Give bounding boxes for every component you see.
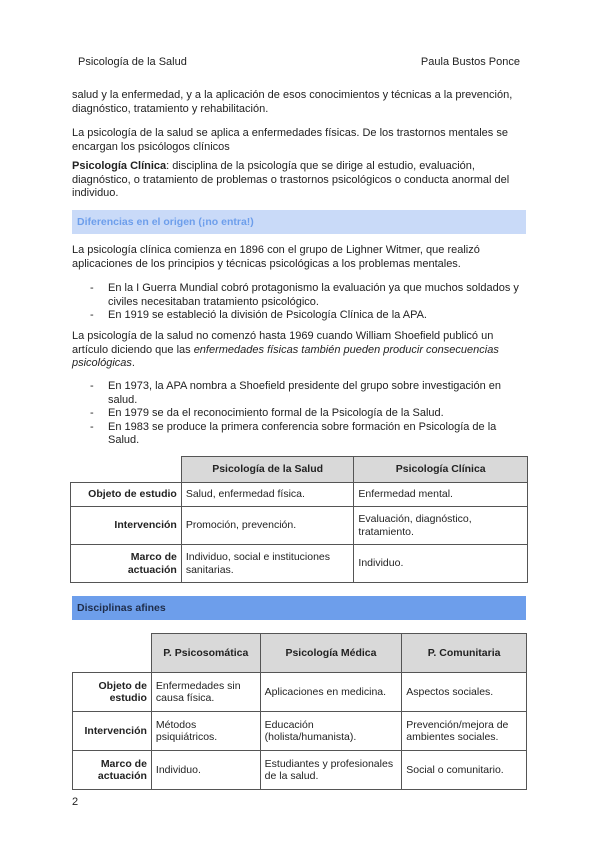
table-cell: Enfermedades sin causa física. bbox=[151, 673, 260, 712]
dash-bullet-icon: - bbox=[90, 380, 94, 392]
table-cell: Métodos psiquiátricos. bbox=[151, 712, 260, 751]
related-disciplines-table bbox=[72, 633, 527, 790]
table-row bbox=[71, 483, 528, 507]
table-cell: Individuo. bbox=[151, 751, 260, 790]
comparison-table-health-vs-clinical bbox=[70, 456, 528, 583]
table-cell: Evaluación, diagnóstico, tratamiento. bbox=[354, 507, 528, 545]
list-item: - En 1983 se produce la primera conferencia sobre formación en Psicología de la Salud. bbox=[90, 420, 497, 446]
origin-list bbox=[72, 282, 528, 323]
table-header-row bbox=[71, 457, 528, 483]
table-cell: Salud, enfermedad física. bbox=[181, 483, 354, 507]
paragraph-clinical-definition bbox=[72, 160, 528, 201]
paragraph-physical-illness: La psicología de la salud se aplica a enfermedades físicas. De los trastornos mentales se encargan los psicólogos clínicos bbox=[72, 127, 508, 153]
table-cell: Educación (holista/humanista). bbox=[260, 712, 402, 751]
table-row bbox=[73, 751, 527, 790]
column-header: P. Comunitaria bbox=[402, 634, 527, 673]
term-clinical-psychology: Psicología Clínica bbox=[72, 160, 167, 172]
table-row bbox=[73, 712, 527, 751]
table-cell: Individuo, social e instituciones sanitarias. bbox=[181, 545, 354, 583]
table-cell: Social o comunitario. bbox=[402, 751, 527, 790]
row-header: Marco de actuación bbox=[73, 751, 152, 790]
list-item: - En 1973, la APA nombra a Shoefield presidente del grupo sobre investigación en salud. bbox=[90, 380, 502, 406]
section-heading-related-disciplines: Disciplinas afines bbox=[72, 596, 526, 620]
header-author: Paula Bustos Ponce bbox=[420, 56, 520, 68]
table-cell: Aspectos sociales. bbox=[402, 673, 527, 712]
paragraph-intro-continued: salud y la enfermedad, y a la aplicación de esos conocimientos y técnicas a la prevención, diagnóstico, tratamiento y rehabilitación. bbox=[72, 89, 513, 115]
list-item: - En 1919 se estableció la división de Psicología Clínica de la APA. bbox=[90, 309, 427, 321]
table-cell: Prevención/mejora de ambientes sociales. bbox=[402, 712, 527, 751]
paragraph-health-origin: La psicología de la salud no comenzó hasta 1969 cuando William Shoefield publicó un artículo diciendo que las enfermedades físicas también pueden producir consecuencias psicológicas. bbox=[72, 330, 499, 369]
table-cell: Promoción, prevención. bbox=[181, 507, 354, 545]
table-corner-cell bbox=[73, 634, 152, 673]
list-item: - En 1979 se da el reconocimiento formal de la Psicología de la Salud. bbox=[90, 407, 444, 419]
page-number: 2 bbox=[72, 796, 79, 808]
column-header: Psicología de la Salud bbox=[181, 457, 354, 483]
row-header: Marco de actuación bbox=[71, 545, 182, 583]
dash-bullet-icon: - bbox=[90, 420, 94, 433]
list-item: - En la I Guerra Mundial cobró protagonismo la evaluación ya que muchos soldados y civiles necesitaban tratamiento psicológico. bbox=[90, 282, 519, 308]
table-cell: Aplicaciones en medicina. bbox=[260, 673, 402, 712]
health-milestones-list bbox=[72, 380, 528, 448]
dash-bullet-icon: - bbox=[90, 309, 94, 321]
table-corner-cell bbox=[71, 457, 182, 483]
dash-bullet-icon: - bbox=[90, 407, 94, 419]
row-header: Intervención bbox=[71, 507, 182, 545]
table-cell: Enfermedad mental. bbox=[354, 483, 528, 507]
column-header: Psicología Médica bbox=[260, 634, 402, 673]
section-heading-origin: Diferencias en el origen (¡no entra!) bbox=[72, 210, 526, 234]
italic-quote: enfermedades físicas también pueden producir consecuencias psicológicas bbox=[72, 343, 499, 369]
row-header: Objeto de estudio bbox=[73, 673, 152, 712]
definition-text: : disciplina de la psicología que se dirige al estudio, evaluación, diagnóstico, o tratamiento de problemas o trastornos psicológicos o conducta anormal del individuo. bbox=[72, 160, 510, 199]
table-cell: Individuo. bbox=[354, 545, 528, 583]
table-header-row bbox=[73, 634, 527, 673]
column-header: Psicología Clínica bbox=[354, 457, 528, 483]
table-row bbox=[71, 545, 528, 583]
header-title: Psicología de la Salud bbox=[78, 56, 187, 68]
table-cell: Estudiantes y profesionales de la salud. bbox=[260, 751, 402, 790]
dash-bullet-icon: - bbox=[90, 282, 94, 294]
row-header: Objeto de estudio bbox=[71, 483, 182, 507]
row-header: Intervención bbox=[73, 712, 152, 751]
table-row bbox=[71, 507, 528, 545]
table-row bbox=[73, 673, 527, 712]
column-header: P. Psicosomática bbox=[151, 634, 260, 673]
paragraph-clinical-origin: La psicología clínica comienza en 1896 con el grupo de Lighner Witmer, que realizó aplicaciones de los principios y técnicas psicológicas a los problemas mentales. bbox=[72, 244, 480, 270]
